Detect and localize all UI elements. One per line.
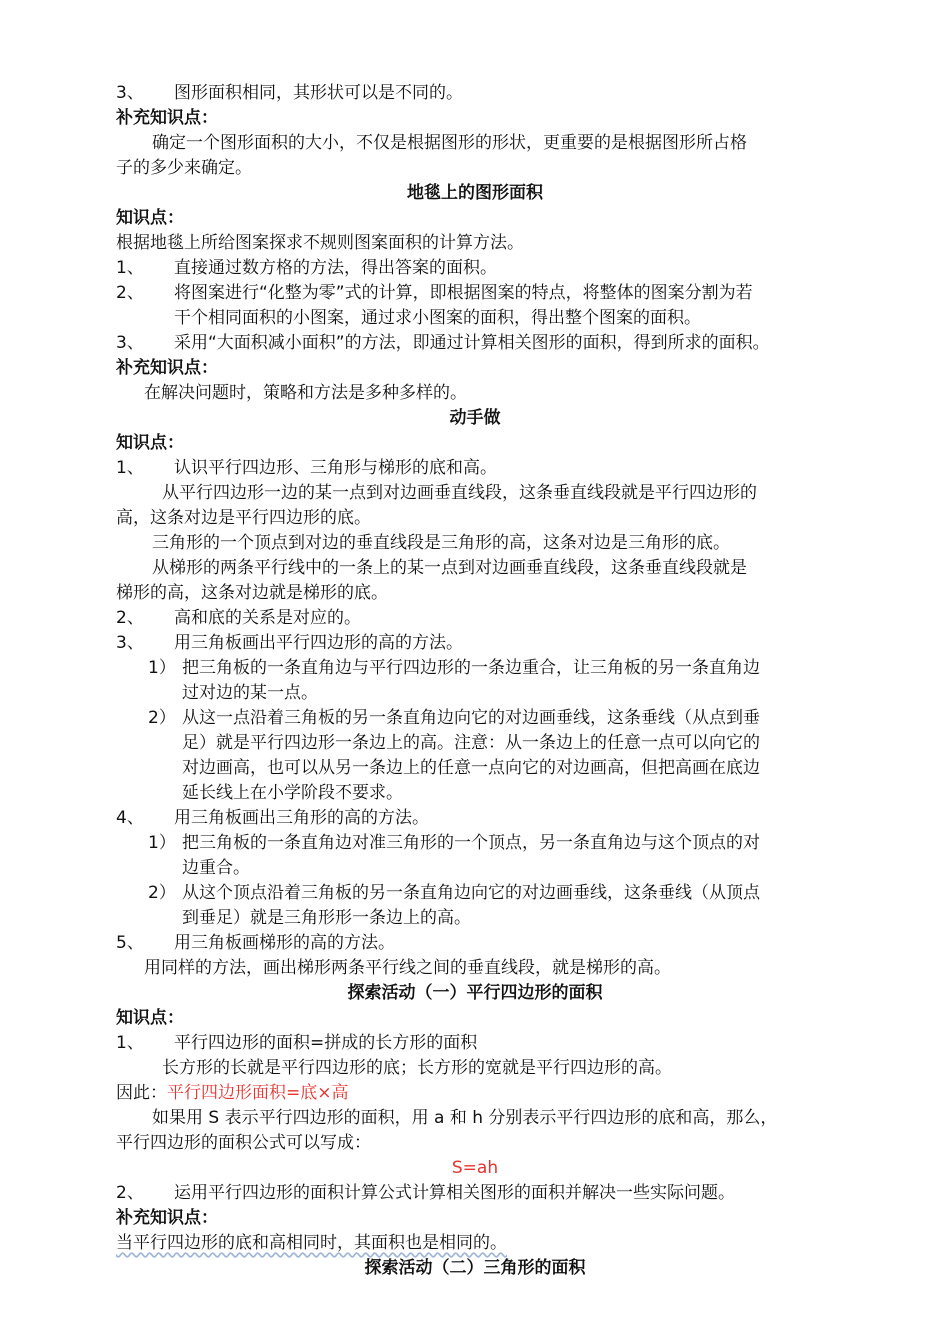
list-number: 1、	[116, 258, 144, 278]
sub-list-text-continued: 延长线上在小学阶段不要求。	[182, 783, 403, 803]
list-item	[116, 806, 429, 830]
paragraph-line: 高，这条对边是平行四边形的底。	[116, 508, 371, 528]
sub-list-item	[148, 656, 760, 680]
list-text: 用三角板画出三角形的高的方法。	[174, 808, 429, 828]
list-item	[116, 606, 361, 630]
list-number: 2、	[116, 1183, 144, 1203]
list-text: 认识平行四边形、三角形与梯形的底和高。	[174, 458, 497, 478]
list-text: 用三角板画出平行四边形的高的方法。	[174, 633, 463, 653]
sub-list-text: 把三角板的一条直角边对准三角形的一个顶点，另一条直角边与这个顶点的对	[182, 833, 760, 853]
sub-list-text-continued: 到垂足）就是三角形形一条边上的高。	[182, 908, 471, 928]
section-title: 动手做	[449, 408, 501, 428]
sub-list-text-continued: 过对边的某一点。	[182, 683, 318, 703]
paragraph-line: 确定一个图形面积的大小，不仅是根据图形的形状，更重要的是根据图形所占格	[152, 133, 747, 153]
list-text: 采用“大面积减小面积”的方法，即通过计算相关图形的面积，得到所求的面积。	[174, 333, 770, 353]
list-item	[116, 1181, 735, 1205]
list-text: 高和底的关系是对应的。	[174, 608, 361, 628]
list-number: 3、	[116, 633, 144, 653]
list-item	[116, 256, 497, 280]
sub-list-text: 从这一点沿着三角板的另一条直角边向它的对边画垂线，这条垂线（从点到垂	[182, 708, 760, 728]
list-text: 将图案进行“化整为零”式的计算，即根据图案的特点，将整体的图案分割为若	[174, 283, 753, 303]
sub-list-item	[148, 881, 760, 905]
list-number: 5、	[116, 933, 144, 953]
list-item	[116, 1031, 477, 1055]
area-formula-text: 平行四边形面积=底×高	[167, 1083, 349, 1103]
list-number: 1、	[116, 458, 144, 478]
list-item	[116, 281, 753, 305]
sub-list-number: 2）	[148, 883, 176, 903]
list-item	[116, 81, 463, 105]
paragraph-line: 从平行四边形一边的某一点到对边画垂直线段，这条垂直线段就是平行四边形的	[162, 483, 757, 503]
paragraph-line: 根据地毯上所给图案探求不规则图案面积的计算方法。	[116, 233, 524, 253]
sub-list-item	[148, 706, 760, 730]
supplement-label: 补充知识点：	[116, 1208, 218, 1228]
paragraph-line: 用同样的方法，画出梯形两条平行线之间的垂直线段，就是梯形的高。	[144, 958, 671, 978]
section-title: 地毯上的图形面积	[407, 183, 543, 203]
knowledge-label: 知识点：	[116, 208, 184, 228]
sub-list-number: 2）	[148, 708, 176, 728]
list-number: 2、	[116, 608, 144, 628]
list-item	[116, 931, 395, 955]
list-item	[116, 456, 497, 480]
sub-list-number: 1）	[148, 658, 176, 678]
paragraph-line: 梯形的高，这条对边就是梯形的底。	[116, 583, 388, 603]
knowledge-label: 知识点：	[116, 1008, 184, 1028]
therefore-line	[116, 1081, 349, 1105]
sub-list-text-continued: 边重合。	[182, 858, 250, 878]
list-item	[116, 331, 770, 355]
list-number: 3、	[116, 83, 144, 103]
list-number: 4、	[116, 808, 144, 828]
supplement-label: 补充知识点：	[116, 108, 218, 128]
section-title: 探索活动（一）平行四边形的面积	[347, 983, 603, 1003]
paragraph-line: 平行四边形的面积公式可以写成：	[116, 1133, 371, 1153]
paragraph-line: 在解决问题时，策略和方法是多种多样的。	[144, 383, 467, 403]
paragraph-line: 从梯形的两条平行线中的一条上的某一点到对边画垂直线段，这条垂直线段就是	[152, 558, 747, 578]
paragraph-line: 三角形的一个顶点到对边的垂直线段是三角形的高，这条对边是三角形的底。	[152, 533, 730, 553]
supplement-label: 补充知识点：	[116, 358, 218, 378]
list-text: 运用平行四边形的面积计算公式计算相关图形的面积并解决一些实际问题。	[174, 1183, 735, 1203]
sub-list-number: 1）	[148, 833, 176, 853]
sub-list-text: 把三角板的一条直角边与平行四边形的一条边重合，让三角板的另一条直角边	[182, 658, 760, 678]
list-item	[116, 631, 463, 655]
paragraph-line: 如果用 S 表示平行四边形的面积，用 a 和 h 分别表示平行四边形的底和高，那么，	[152, 1108, 778, 1128]
knowledge-label: 知识点：	[116, 433, 184, 453]
list-text: 直接通过数方格的方法，得出答案的面积。	[174, 258, 497, 278]
list-number: 3、	[116, 333, 144, 353]
sub-list-text-continued: 足）就是平行四边形一条边上的高。注意：从一条边上的任意一点可以向它的	[182, 733, 760, 753]
sub-list-item	[148, 831, 760, 855]
list-text: 平行四边形的面积=拼成的长方形的面积	[174, 1033, 478, 1053]
therefore-label: 因此：	[116, 1083, 167, 1103]
list-text-continued: 干个相同面积的小图案，通过求小图案的面积，得出整个图案的面积。	[174, 308, 701, 328]
list-number: 1、	[116, 1033, 144, 1053]
sub-list-text: 从这个顶点沿着三角板的另一条直角边向它的对边画垂线，这条垂线（从顶点	[182, 883, 760, 903]
area-formula: S=ah	[451, 1158, 499, 1178]
list-text: 图形面积相同，其形状可以是不同的。	[174, 83, 463, 103]
section-title: 探索活动（二）三角形的面积	[364, 1258, 586, 1278]
paragraph-line: 长方形的长就是平行四边形的底；长方形的宽就是平行四边形的高。	[162, 1058, 672, 1078]
list-number: 2、	[116, 283, 144, 303]
paragraph-line: 当平行四边形的底和高相同时，其面积也是相同的。	[116, 1233, 507, 1253]
sub-list-text-continued: 对边画高，也可以从另一条边上的任意一点向它的对边画高，但把高画在底边	[182, 758, 760, 778]
list-text: 用三角板画梯形的高的方法。	[174, 933, 395, 953]
paragraph-line: 子的多少来确定。	[116, 158, 252, 178]
